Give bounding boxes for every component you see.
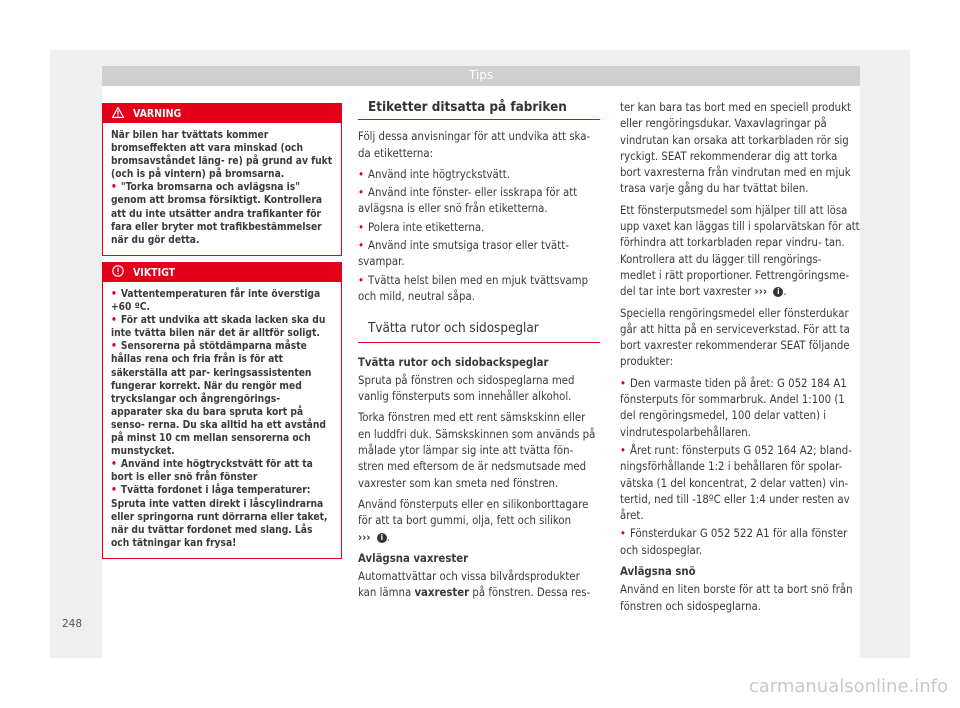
paragraph: Ett fönsterputsmedel som hjälper till att lösa upp vaxet kan läggas till i spolarvätskan för att förhindra att torkarbladen repar vindru- tan. Kontrollera att du lägger till rengörings- medlet i rätt proportioner. Fettrengöringsme- del tar inte bort vaxrester ››› i . xyxy=(620,203,860,299)
paragraph: Följ dessa anvisningar för att undvika att ska- da etiketterna: xyxy=(358,130,591,160)
warning-triangle-icon xyxy=(111,107,125,121)
paragraph: Använd en liten borste för att ta bort snö från fönstren och sidospeglarna. xyxy=(620,583,853,613)
warning-header xyxy=(103,104,341,123)
important-header xyxy=(103,263,341,282)
important-label: VIKTIGT xyxy=(133,266,176,279)
column-right xyxy=(620,100,860,615)
list-item: • Den varmaste tiden på året: G 052 184 A1 fönsterputs för sommarbruk. Andel 1:100 (1 del rengöringsmedel, 100 delar vatten) i vindrutespolarbehållaren. xyxy=(620,376,847,439)
page-number: 248 xyxy=(62,618,83,630)
paragraph: Använd fönsterputs eller en silikonborttagare för att ta bort gummi, olja, fett och silikon ››› i . xyxy=(358,497,589,544)
list-item: • Året runt: fönsterputs G 052 164 A2; bland- ningsförhållande 1:2 i behållaren för spolar- vätska (1 del koncentrat, 2 delar vatten) vin- tertid, ned till -18ºC eller 1:4 under resten av året. xyxy=(620,443,852,523)
info-icon: i xyxy=(773,287,783,297)
paragraph: ter kan bara tas bort med en speciell produkt eller rengöringsdukar. Vaxavlagringar på vindrutan kan orsaka att torkarbladen rör sig ryckigt. SEAT rekommenderar dig att torka bort vaxresterna från vindrutan med en mjuk trasa varje gång du har tvättat bilen. xyxy=(620,101,851,196)
list-item: • Fönsterdukar G 052 522 A1 för alla fönster och sidospeglar. xyxy=(620,527,848,557)
subheading: Avlägsna snö xyxy=(620,565,696,579)
list-item: • Använd inte fönster- eller isskrapa för att avlägsna is eller snö från etiketterna. xyxy=(358,186,578,216)
heading-rule xyxy=(358,342,600,343)
important-item: • Använd inte högtryckstvätt för att ta bort is eller snö från fönster xyxy=(111,459,313,484)
warning-text: När bilen har tvättats kommer bromseffekten att vara minskad (och bromsavståndet läng- re) på grund av fukt (och is på vintern) på bromsarna. xyxy=(111,130,333,181)
heading-windows: Tvätta rutor och sidospeglar xyxy=(368,321,539,337)
warning-body xyxy=(103,123,341,255)
list-item: • Använd inte högtryckstvätt. xyxy=(358,167,510,181)
warning-label: VARNING xyxy=(133,107,182,120)
watermark: carmanualsonline.info xyxy=(748,676,948,697)
warning-bullet: • "Torka bromsarna och avlägsna is" genom att bromsa försiktigt. Kontrollera att du inte utsätter andra trafikanter för fara eller bryter mot trafikbestämmelser när du gör detta. xyxy=(111,182,323,246)
subheading: Tvätta rutor och sidobackspeglar xyxy=(358,355,549,369)
paragraph: Torka fönstren med ett rent sämskskinn eller en luddfri duk. Sämskskinnen som används på målade ytor lämpar sig inte att tvätta fön- stren med eftersom de är nedsmutsade med vaxrester som kan smeta ned fönstren. xyxy=(358,411,596,490)
info-icon: i xyxy=(377,533,387,543)
important-item: • Sensorerna på stötdämparna måste hållas rena och fria från is för att säkerställa att par- keringsassistenten fungerar korrekt. När du rengör med tryckslangar och ångrengörings- apparater ska du bara spruta kort på senso- rerna. Du ska alltid ha ett avstånd på minst 10 cm mellan sensorerna och munstycket. xyxy=(111,341,326,458)
important-item: • Vattentemperaturen får inte överstiga +60 ºC. xyxy=(111,289,321,314)
column-middle xyxy=(358,100,600,602)
heading-labels: Etiketter ditsatta på fabriken xyxy=(368,100,567,115)
list-item: • Polera inte etiketterna. xyxy=(358,220,485,234)
section-header-bar xyxy=(102,66,860,86)
important-item: • För att undvika att skada lacken ska du inte tvätta bilen när det är alltför soligt. xyxy=(111,315,326,340)
important-box xyxy=(102,262,342,559)
section-title: Tips xyxy=(468,68,494,82)
subheading: Avlägsna vaxrester xyxy=(358,551,469,565)
cross-reference-arrow-icon: ››› xyxy=(754,285,768,299)
list-item: • Använd inte smutsiga trasor eller tvätt- svampar. xyxy=(358,239,569,269)
list-item: • Tvätta helst bilen med en mjuk tvättsvamp och mild, neutral såpa. xyxy=(358,273,589,303)
warning-box xyxy=(102,103,342,256)
paragraph: Spruta på fönstren och sidospeglarna med vanlig fönsterputs som innehåller alkohol. xyxy=(358,373,575,404)
cross-reference-arrow-icon: ››› xyxy=(358,530,371,544)
important-body xyxy=(103,282,341,558)
important-item: • Tvätta fordonet i låga temperaturer: Spruta inte vatten direkt i låscylindrarna eller springorna runt dörrarna eller taket, när du tvättar fordonet med slang. Lås och tätningar kan frysa! xyxy=(111,485,328,549)
paragraph: Automattvättar och vissa bilvårdsprodukter kan lämna vaxrester på fönstren. Dessa res- xyxy=(358,570,591,600)
exclamation-circle-icon xyxy=(111,265,125,280)
paragraph: Speciella rengöringsmedel eller fönsterdukar går att hitta på en serviceverkstad. För att ta bort vaxrester rekommenderar SEAT följande produkter: xyxy=(620,306,850,369)
heading-rule xyxy=(358,119,600,120)
